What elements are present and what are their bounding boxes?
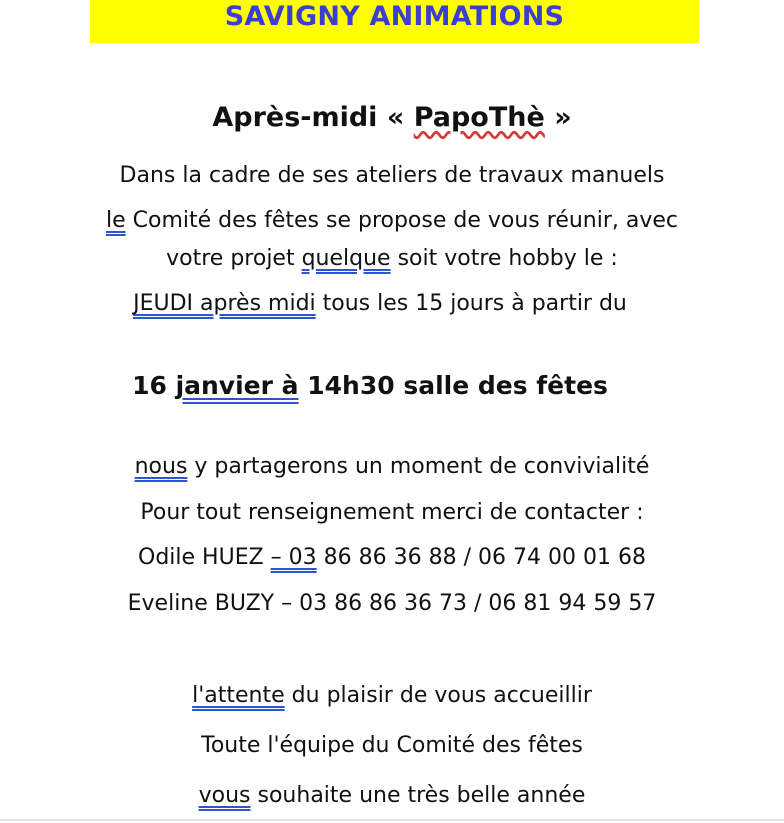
heading-suffix: » — [544, 102, 572, 133]
event-date-line — [0, 371, 762, 401]
body-line-1 — [0, 452, 784, 482]
date-line-before: 16 — [132, 371, 176, 400]
heading-event-name: PapoThè — [413, 102, 545, 133]
page-bottom-divider — [0, 819, 784, 821]
body-line-1-word: nous — [134, 454, 188, 479]
intro-line-3 — [0, 244, 784, 274]
closing-line-3-rest: souhaite une très belle année — [250, 783, 586, 808]
body-line-1-rest: y partagerons un moment de convivialité — [187, 454, 650, 479]
closing-line-1 — [0, 681, 784, 711]
intro-line-4 — [0, 289, 772, 319]
body-line-2: Pour tout renseignement merci de contacter : — [140, 500, 644, 525]
closing-line-3-word: vous — [198, 783, 251, 808]
contact-1-name: Odile HUEZ — [138, 545, 271, 570]
banner-title: SAVIGNY ANIMATIONS — [224, 1, 565, 32]
date-line-after: 14h30 salle des fêtes — [298, 371, 608, 400]
intro-line-4-rest: tous les 15 jours à partir du — [315, 291, 627, 316]
title-banner — [90, 0, 699, 43]
heading-prefix: Après-midi « — [212, 102, 414, 133]
contact-line-1 — [0, 543, 784, 573]
intro-line-2 — [0, 206, 784, 236]
date-line-underlined: janvier à — [175, 371, 299, 400]
intro-line-3-after: soit votre hobby le : — [390, 246, 618, 271]
intro-line-3-before: votre projet — [166, 246, 302, 271]
intro-line-2-rest: Comité des fêtes se propose de vous réunir, avec — [125, 208, 679, 233]
intro-line-3-word: quelque — [301, 246, 391, 271]
contact-line-2: Eveline BUZY – 03 86 86 36 73 / 06 81 94 59 57 — [127, 591, 657, 616]
contact-1-underlined: – 03 — [270, 545, 317, 570]
closing-line-2: Toute l'équipe du Comité des fêtes — [201, 733, 583, 758]
closing-line-3 — [0, 781, 784, 811]
closing-line-1-word: l'attente — [192, 683, 285, 708]
closing-line-1-rest: du plaisir de vous accueillir — [284, 683, 592, 708]
intro-line-4-word: JEUDI après midi — [133, 291, 316, 316]
intro-line-2-word: le — [105, 208, 126, 233]
contact-1-rest: 86 86 36 88 / 06 74 00 01 68 — [316, 545, 646, 570]
intro-line-1: Dans la cadre de ses ateliers de travaux manuels — [119, 163, 665, 188]
event-heading — [0, 103, 784, 133]
